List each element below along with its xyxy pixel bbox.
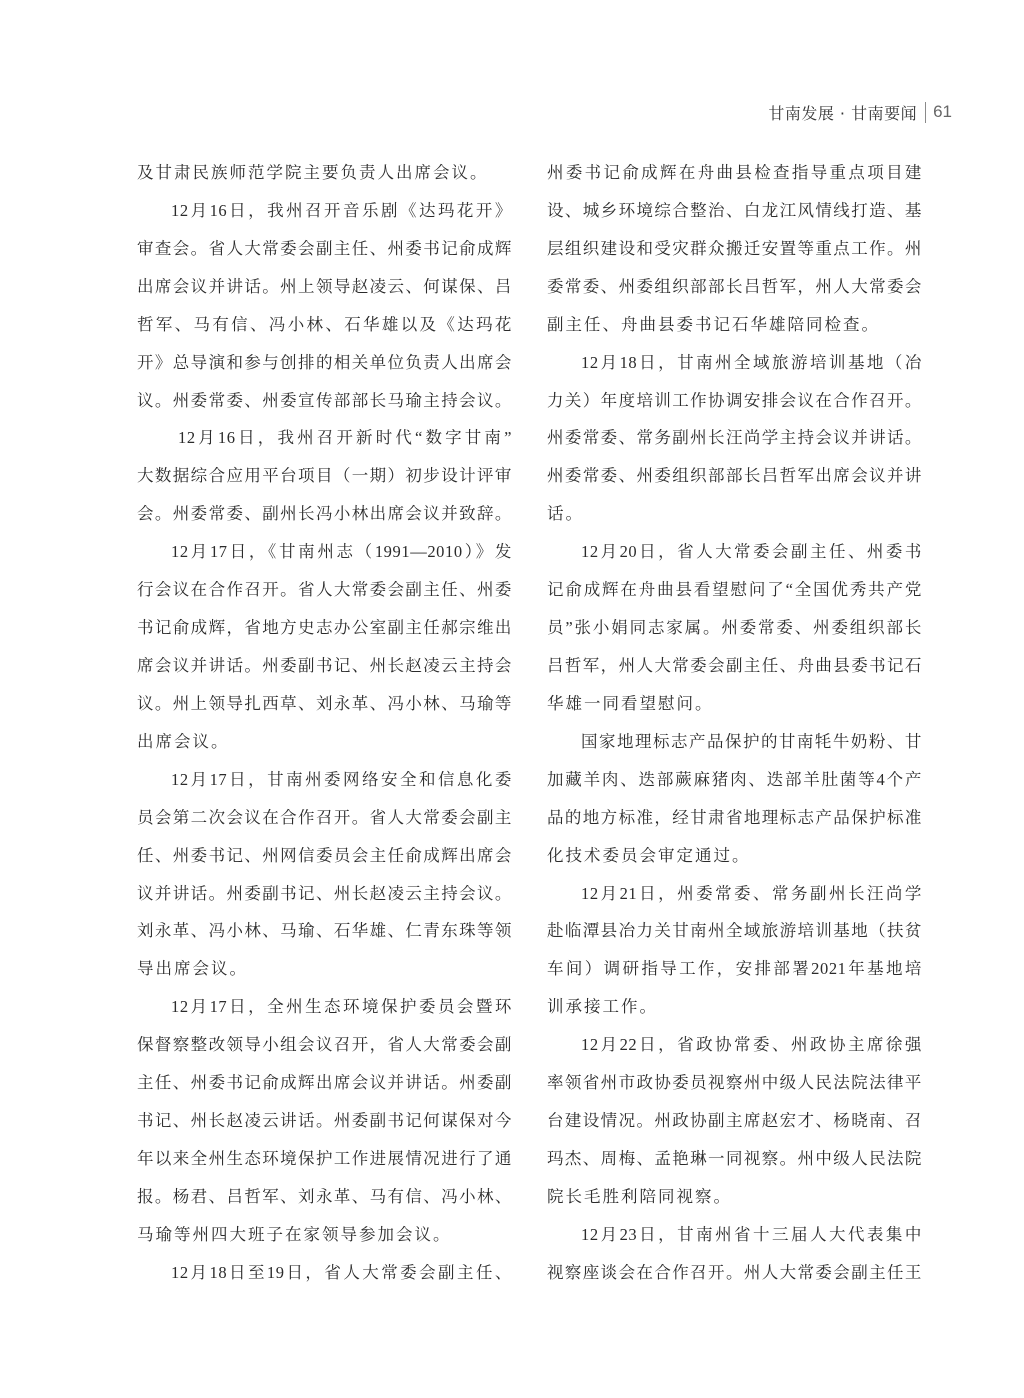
text-line: 12月17日，甘南州委网络安全和信息化委 [171,769,512,789]
text-line: 台建设情况。州政协副主席赵宏才、杨晓南、召 [547,1111,922,1131]
text-line: 哲军、马有信、冯小林、石华雄以及《达玛花 [137,314,512,334]
news-paragraph [547,1026,922,1216]
news-paragraph [137,533,512,761]
left-column [137,154,512,1292]
text-line: 力关）年度培训工作协调安排会议在合作召开。 [547,390,922,410]
text-line: 委常委、州委组织部部长吕哲军，州人大常委会 [547,276,922,296]
text-line: 12月23日，甘南州省十三届人大代表集中 [581,1224,922,1244]
text-line: 州委常委、常务副州长汪尚学主持会议并讲话。 [547,428,922,448]
text-line: 话。 [547,504,584,524]
section-title: 甘南发展 · 甘南要闻 [768,103,918,123]
text-line: 玛杰、周梅、孟艳琳一同视察。州中级人民法院 [547,1148,922,1168]
text-line: 12月18日至19日，省人大常委会副主任、 [171,1262,512,1282]
text-line: 席会议并讲话。州委副书记、州长赵凌云主持会 [137,655,512,675]
text-line: 年以来全州生态环境保护工作进展情况进行了通 [137,1148,512,1168]
news-paragraph [137,988,512,1253]
text-line: 训承接工作。 [547,997,658,1017]
text-line: 会。州委常委、副州长冯小林出席会议并致辞。 [137,504,512,524]
text-line: 层组织建设和受灾群众搬迁安置等重点工作。州 [547,238,922,258]
news-paragraph [137,154,512,192]
text-line: 及甘肃民族师范学院主要负责人出席会议。 [137,163,489,182]
text-line: 州委书记俞成辉在舟曲县检查指导重点项目建 [547,163,922,182]
text-line: 品的地方标准，经甘肃省地理标志产品保护标准 [547,807,922,827]
text-line: 赴临潭县冶力关甘南州全域旅游培训基地（扶贫 [547,921,922,941]
text-line: 吕哲军，州人大常委会副主任、舟曲县委书记石 [547,655,922,675]
news-paragraph [547,533,922,723]
text-line: 主任、州委书记俞成辉出席会议并讲话。州委副 [137,1073,512,1093]
text-line: 化技术委员会审定通过。 [547,845,751,865]
text-line: 加藏羊肉、迭部蕨麻猪肉、迭部羊肚菌等4个产 [547,769,922,789]
text-line: 马瑜等州四大班子在家领导参加会议。 [137,1224,452,1244]
news-paragraph [547,154,922,344]
text-line: 书记、州长赵凌云讲话。州委副书记何谋保对今 [137,1111,512,1131]
text-line: 12月17日，《甘南州志（1991—2010）》发 [171,542,512,562]
right-column [547,154,922,1292]
text-line: 12月17日，全州生态环境保护委员会暨环 [171,997,512,1017]
news-paragraph [137,192,512,420]
text-line: 报。杨君、吕哲军、刘永革、马有信、冯小林、 [137,1186,512,1206]
text-line: 记俞成辉在舟曲县看望慰问了“全国优秀共产党 [547,580,922,600]
text-line: 12月18日，甘南州全域旅游培训基地（冶 [581,352,922,372]
text-line: 副主任、舟曲县委书记石华雄陪同检查。 [547,314,880,334]
text-line: 12月16日，我州召开音乐剧《达玛花开》 [171,200,512,220]
text-line: 12月22日，省政协常委、州政协主席徐强 [581,1035,922,1055]
text-line: 书记俞成辉，省地方史志办公室副主任郝宗维出 [137,618,512,638]
text-line: 州委常委、州委组织部部长吕哲军出席会议并讲 [547,466,922,486]
text-line: 12月20日，省人大常委会副主任、州委书 [581,542,922,562]
news-paragraph [137,761,512,989]
text-line: 率领省州市政协委员视察州中级人民法院法律平 [547,1073,922,1093]
text-line: 开》总导演和参与创排的相关单位负责人出席会 [137,352,512,372]
text-line: 行会议在合作召开。省人大常委会副主任、州委 [137,580,512,600]
text-line: 设、城乡环境综合整治、白龙江风情线打造、基 [547,200,922,220]
news-paragraph [547,723,922,875]
text-line: 出席会议并讲话。州上领导赵凌云、何谋保、吕 [137,276,512,296]
text-line: 任、州委书记、州网信委员会主任俞成辉出席会 [137,845,512,865]
news-paragraph [547,875,922,1027]
news-paragraph [137,419,512,533]
page-number: 61 [933,102,952,121]
text-line: 国家地理标志产品保护的甘南牦牛奶粉、甘 [581,731,922,751]
text-line: 12月21日，州委常委、常务副州长汪尚学 [581,883,922,903]
text-line: 出席会议。 [137,731,230,751]
text-line: 议。州委常委、州委宣传部部长马瑜主持会议。 [137,390,512,410]
text-line: 刘永革、冯小林、马瑜、石华雄、仁青东珠等领 [137,921,512,941]
text-line: 议并讲话。州委副书记、州长赵凌云主持会议。 [137,883,512,903]
text-line: 大数据综合应用平台项目（一期）初步设计评审 [137,466,512,486]
running-header [768,101,952,123]
text-line: 华雄一同看望慰问。 [547,693,714,713]
news-paragraph [137,1254,512,1292]
text-line: 保督察整改领导小组会议召开，省人大常委会副 [137,1035,512,1055]
text-line: 院长毛胜利陪同视察。 [547,1186,732,1206]
text-line: 员”张小娟同志家属。州委常委、州委组织部长 [547,618,922,638]
text-line: 议。州上领导扎西草、刘永革、冯小林、马瑜等 [137,693,512,713]
news-paragraph [547,344,922,534]
news-paragraph [547,1216,922,1292]
text-line: 员会第二次会议在合作召开。省人大常委会副主 [137,807,512,827]
text-line: 车间）调研指导工作，安排部署2021年基地培 [547,959,922,979]
text-line: 视察座谈会在合作召开。州人大常委会副主任王 [547,1262,922,1282]
header-divider [925,102,926,123]
text-line: 审查会。省人大常委会副主任、州委书记俞成辉 [137,238,512,258]
text-line: 导出席会议。 [137,959,248,979]
text-line: 12月16日，我州召开新时代“数字甘南” [178,428,512,448]
